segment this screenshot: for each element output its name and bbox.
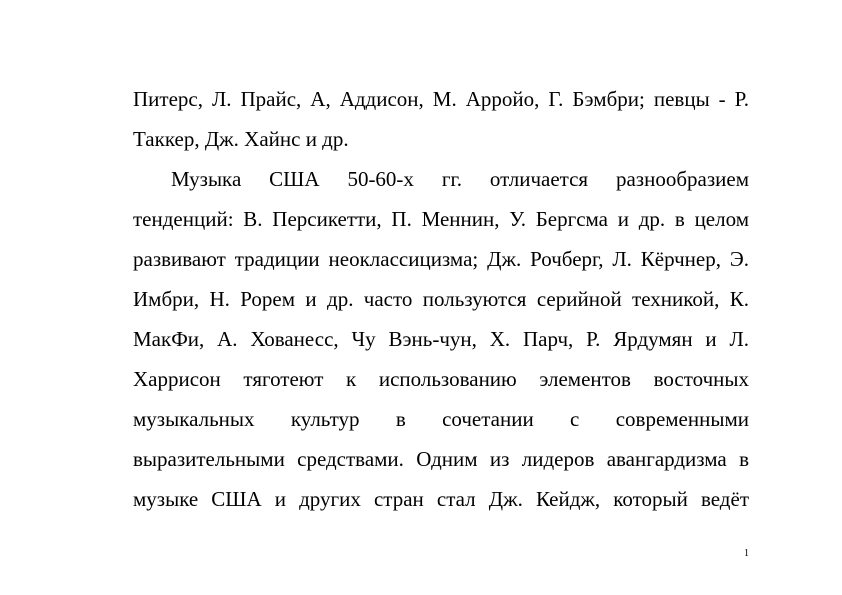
text-line: музыкальных культур в сочетании с современными	[133, 407, 749, 431]
text-line: Питерс, Л. Прайс, А, Аддисон, М. Арройо, Г. Бэмбри; певцы - Р.	[133, 87, 749, 111]
text-line: музыке США и других стран стал Дж. Кейдж, который ведёт	[133, 487, 749, 511]
paragraph-first-line: Музыка США 50-60-х гг. отличается разнообразием	[171, 167, 749, 191]
text-line: Таккер, Дж. Хайнс и др.	[133, 127, 349, 151]
body-text	[133, 79, 749, 519]
text-line: развивают традиции неоклассицизма; Дж. Рочберг, Л. Кёрчнер, Э.	[133, 247, 749, 271]
text-line: МакФи, А. Хованесс, Чу Вэнь-чун, Х. Парч, Р. Ярдумян и Л.	[133, 327, 749, 351]
text-line: Имбри, Н. Рорем и др. часто пользуются серийной техникой, К.	[133, 287, 749, 311]
page-number: 1	[744, 548, 749, 559]
text-line: выразительными средствами. Одним из лидеров авангардизма в	[133, 447, 749, 471]
text-line: Харрисон тяготеют к использованию элементов восточных	[133, 367, 749, 391]
text-line: тенденций: В. Персикетти, П. Меннин, У. Бергсма и др. в целом	[133, 207, 749, 231]
